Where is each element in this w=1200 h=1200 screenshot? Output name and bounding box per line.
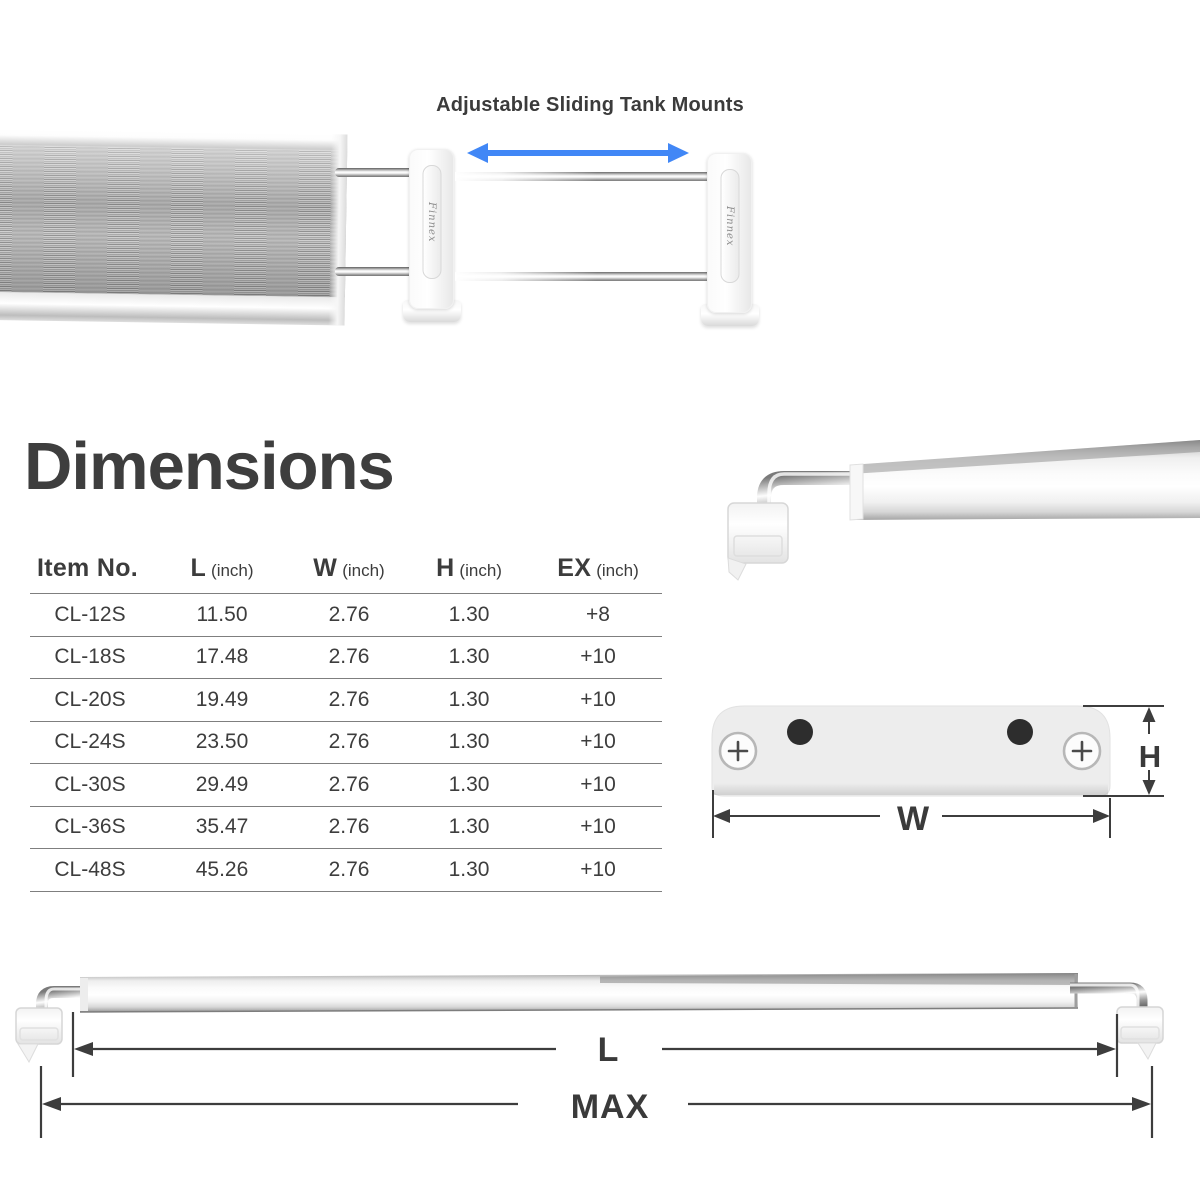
cell-item-no: CL-20S [54, 687, 126, 711]
mount-body [409, 149, 454, 309]
brand-logo: Finnex [426, 201, 437, 243]
spec-table-body [30, 593, 662, 892]
cell-w: 2.76 [328, 730, 370, 754]
cell-item-no: CL-24S [54, 730, 126, 754]
mount-body [707, 153, 752, 313]
fixture-brushed-texture [0, 146, 347, 297]
table-row [30, 678, 662, 721]
cell-w: 2.76 [328, 857, 370, 881]
brand-logo: Finnex [724, 205, 735, 247]
fixture-right-edge [328, 134, 347, 325]
right-clip [1117, 1007, 1163, 1043]
cell-ex: +10 [580, 730, 616, 754]
col-header-l: L (inch) [190, 553, 254, 582]
cell-ex: +8 [586, 602, 610, 626]
cell-w: 2.76 [328, 645, 370, 669]
top-caption: Adjustable Sliding Tank Mounts [436, 94, 744, 116]
mount-logo-pill [720, 169, 739, 283]
tank-mount-left [403, 149, 461, 322]
max-length-label: MAX [570, 1088, 650, 1126]
col-header-ex: EX (inch) [557, 553, 639, 582]
mount-logo-pill [422, 165, 441, 279]
cell-h: 1.30 [448, 730, 490, 754]
table-row [30, 763, 662, 806]
cell-ex: +10 [580, 857, 616, 881]
left-clip [16, 1008, 62, 1044]
light-fixture-body [0, 129, 347, 325]
table-row [30, 848, 662, 891]
left-clip-tab [18, 1044, 38, 1062]
fixture-end-illustration [700, 428, 1200, 588]
width-label: W [896, 800, 930, 838]
mount-hole-left [787, 719, 813, 745]
cell-item-no: CL-12S [54, 602, 126, 626]
cell-h: 1.30 [448, 772, 490, 796]
tank-clip [728, 503, 788, 563]
length-label: L [597, 1031, 619, 1069]
table-row [30, 593, 662, 636]
cell-item-no: CL-30S [54, 772, 126, 796]
cell-h: 1.30 [448, 857, 490, 881]
cell-item-no: CL-36S [54, 815, 126, 839]
cell-ex: +10 [580, 687, 616, 711]
cell-h: 1.30 [448, 815, 490, 839]
cell-w: 2.76 [328, 772, 370, 796]
cell-item-no: CL-18S [54, 645, 126, 669]
mount-bracket-diagram [690, 690, 1200, 850]
cell-l: 29.49 [195, 772, 249, 796]
cell-l: 19.49 [195, 687, 249, 711]
cell-item-no: CL-48S [54, 857, 126, 881]
table-row [30, 806, 662, 849]
cell-h: 1.30 [448, 687, 490, 711]
sliding-rail-bottom [455, 272, 713, 281]
cell-l: 11.50 [196, 602, 248, 626]
cell-w: 2.76 [328, 687, 370, 711]
slide-range-arrow [478, 150, 678, 156]
fixture-end-cap [850, 464, 863, 520]
cell-ex: +10 [580, 815, 616, 839]
table-row [30, 636, 662, 679]
col-header-w: W (inch) [313, 553, 385, 582]
cell-h: 1.30 [448, 602, 490, 626]
spec-table-header [30, 545, 662, 591]
cell-l: 35.47 [195, 815, 249, 839]
cell-ex: +10 [580, 772, 616, 796]
mount-hole-right [1007, 719, 1033, 745]
right-clip-tab [1138, 1043, 1156, 1059]
cell-l: 23.50 [195, 730, 249, 754]
cell-ex: +10 [580, 645, 616, 669]
fixture-bottom-rim [0, 292, 345, 325]
cell-h: 1.30 [448, 645, 490, 669]
page-title: Dimensions [24, 429, 394, 504]
cell-l: 17.48 [195, 645, 249, 669]
height-label: H [1138, 739, 1162, 774]
table-row [30, 721, 662, 764]
col-header-item-no: Item No. [36, 553, 139, 582]
cell-l: 45.26 [195, 857, 249, 881]
cell-w: 2.76 [328, 602, 370, 626]
tank-mount-right [701, 153, 759, 326]
cell-w: 2.76 [328, 815, 370, 839]
bracket-plate [712, 706, 1110, 796]
col-header-h: H (inch) [436, 553, 502, 582]
sliding-rail-top [455, 172, 713, 181]
